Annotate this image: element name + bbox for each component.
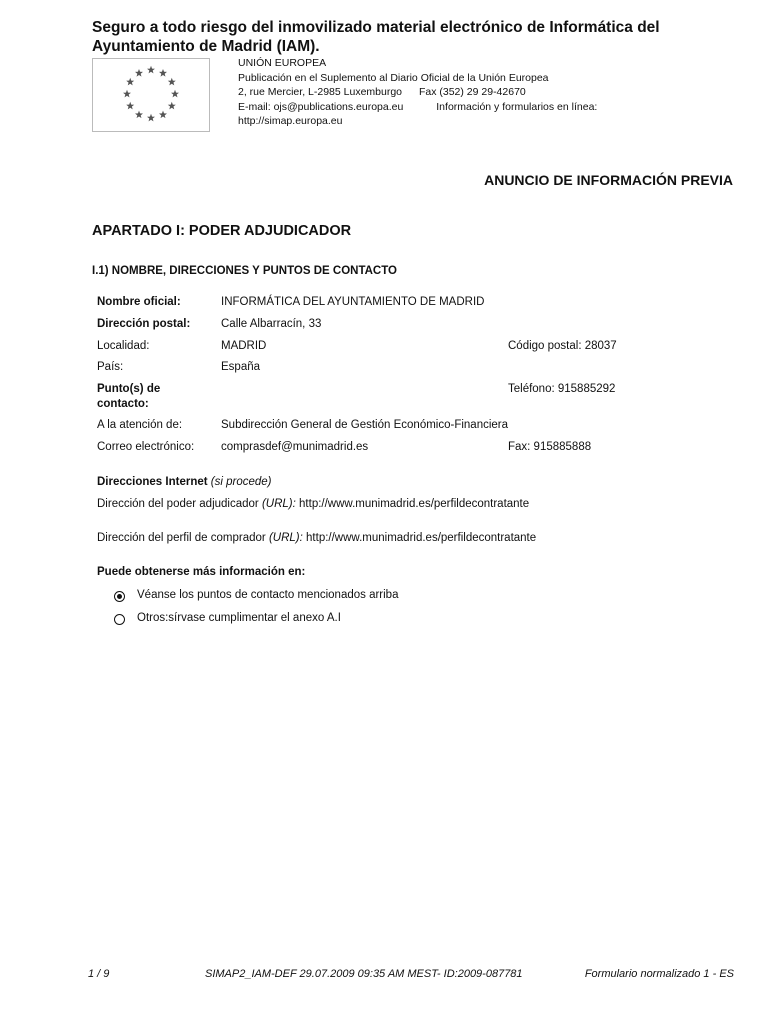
eu-star-icon [126, 78, 134, 86]
telefono: Teléfono: 915885292 [508, 383, 616, 395]
internet-heading-note: (si procede) [210, 476, 272, 488]
eu-star-icon [168, 78, 176, 86]
eu-star-icon [126, 102, 134, 110]
notice-title: ANUNCIO DE INFORMACIÓN PREVIA [484, 172, 733, 188]
pais-label: País: [97, 361, 124, 373]
more-info-heading: Puede obtenerse más información en: [97, 566, 306, 578]
eu-address: 2, rue Mercier, L-2985 Luxemburgo [238, 86, 403, 98]
document-title: Seguro a todo riesgo del inmovilizado material electrónico de Informática del Ayuntamiento de Madrid (IAM). [92, 19, 660, 55]
eu-stars-icon [93, 59, 209, 131]
direccion-value: Calle Albarracín, 33 [221, 318, 322, 330]
eu-email: E-mail: ojs@publications.europa.eu [238, 100, 404, 113]
nombre-label: Nombre oficial: [97, 296, 181, 308]
punto-label-2: contacto: [97, 398, 149, 410]
eu-line2: Publicación en el Suplemento al Diario Oficial de la Unión Europea [238, 71, 549, 84]
atencion-label: A la atención de: [97, 419, 183, 431]
eu-star-icon [147, 114, 155, 122]
eu-star-icon [171, 90, 179, 98]
poder-url-label: (URL): [261, 498, 296, 510]
section-title: APARTADO I: PODER ADJUDICADOR [92, 223, 352, 239]
poder-prefix: Dirección del poder adjudicador [97, 498, 259, 510]
codigo-postal: Código postal: 28037 [508, 340, 617, 352]
correo-label: Correo electrónico: [97, 441, 195, 453]
radio-option-annex[interactable] [114, 614, 125, 625]
eu-fax: Fax (352) 29 29-42670 [418, 86, 526, 98]
poder-url-line [97, 498, 529, 510]
perfil-url-line [97, 532, 536, 544]
direccion-label: Dirección postal: [97, 318, 191, 330]
eu-star-icon [147, 66, 155, 74]
nombre-value: INFORMÁTICA DEL AYUNTAMIENTO DE MADRID [221, 296, 485, 308]
pais-value: España [221, 361, 261, 373]
eu-info: Información y formularios en línea: [436, 100, 598, 113]
eu-line1: UNIÓN EUROPEA [238, 57, 327, 69]
eu-star-icon [159, 69, 167, 77]
correo-value[interactable]: comprasdef@munimadrid.es [221, 441, 369, 453]
eu-star-icon [135, 111, 143, 119]
perfil-url-link[interactable]: http://www.munimadrid.es/perfildecontratante [306, 532, 537, 544]
eu-header [238, 56, 597, 129]
subsection-title: I.1) NOMBRE, DIRECCIONES Y PUNTOS DE CONTACTO [92, 265, 398, 277]
eu-star-icon [135, 69, 143, 77]
eu-star-icon [123, 90, 131, 98]
localidad-label: Localidad: [97, 340, 150, 352]
footer-form: Formulario normalizado 1 - ES [584, 968, 734, 980]
eu-star-icon [168, 102, 176, 110]
perfil-prefix: Dirección del perfil de comprador [97, 532, 266, 544]
eu-url[interactable]: http://simap.europa.eu [238, 115, 343, 127]
punto-label-1: Punto(s) de [97, 383, 161, 395]
internet-heading-text: Direcciones Internet [97, 476, 208, 488]
poder-url-link[interactable]: http://www.munimadrid.es/perfildecontratante [299, 498, 530, 510]
perfil-url-label: (URL): [268, 532, 303, 544]
internet-heading [97, 476, 272, 488]
eu-star-icon [159, 111, 167, 119]
fax: Fax: 915885888 [508, 441, 592, 453]
option2-label: Otros:sírvase cumplimentar el anexo A.I [137, 612, 341, 624]
localidad-value: MADRID [221, 340, 267, 352]
eu-flag [92, 58, 210, 132]
option1-label: Véanse los puntos de contacto mencionados arriba [137, 589, 399, 601]
footer-page: 1 / 9 [88, 968, 110, 980]
atencion-value: Subdirección General de Gestión Económico-Financiera [221, 419, 509, 431]
radio-option-contact-points[interactable] [114, 591, 125, 602]
footer-id: SIMAP2_IAM-DEF 29.07.2009 09:35 AM MEST- ID:2009-087781 [205, 968, 523, 980]
